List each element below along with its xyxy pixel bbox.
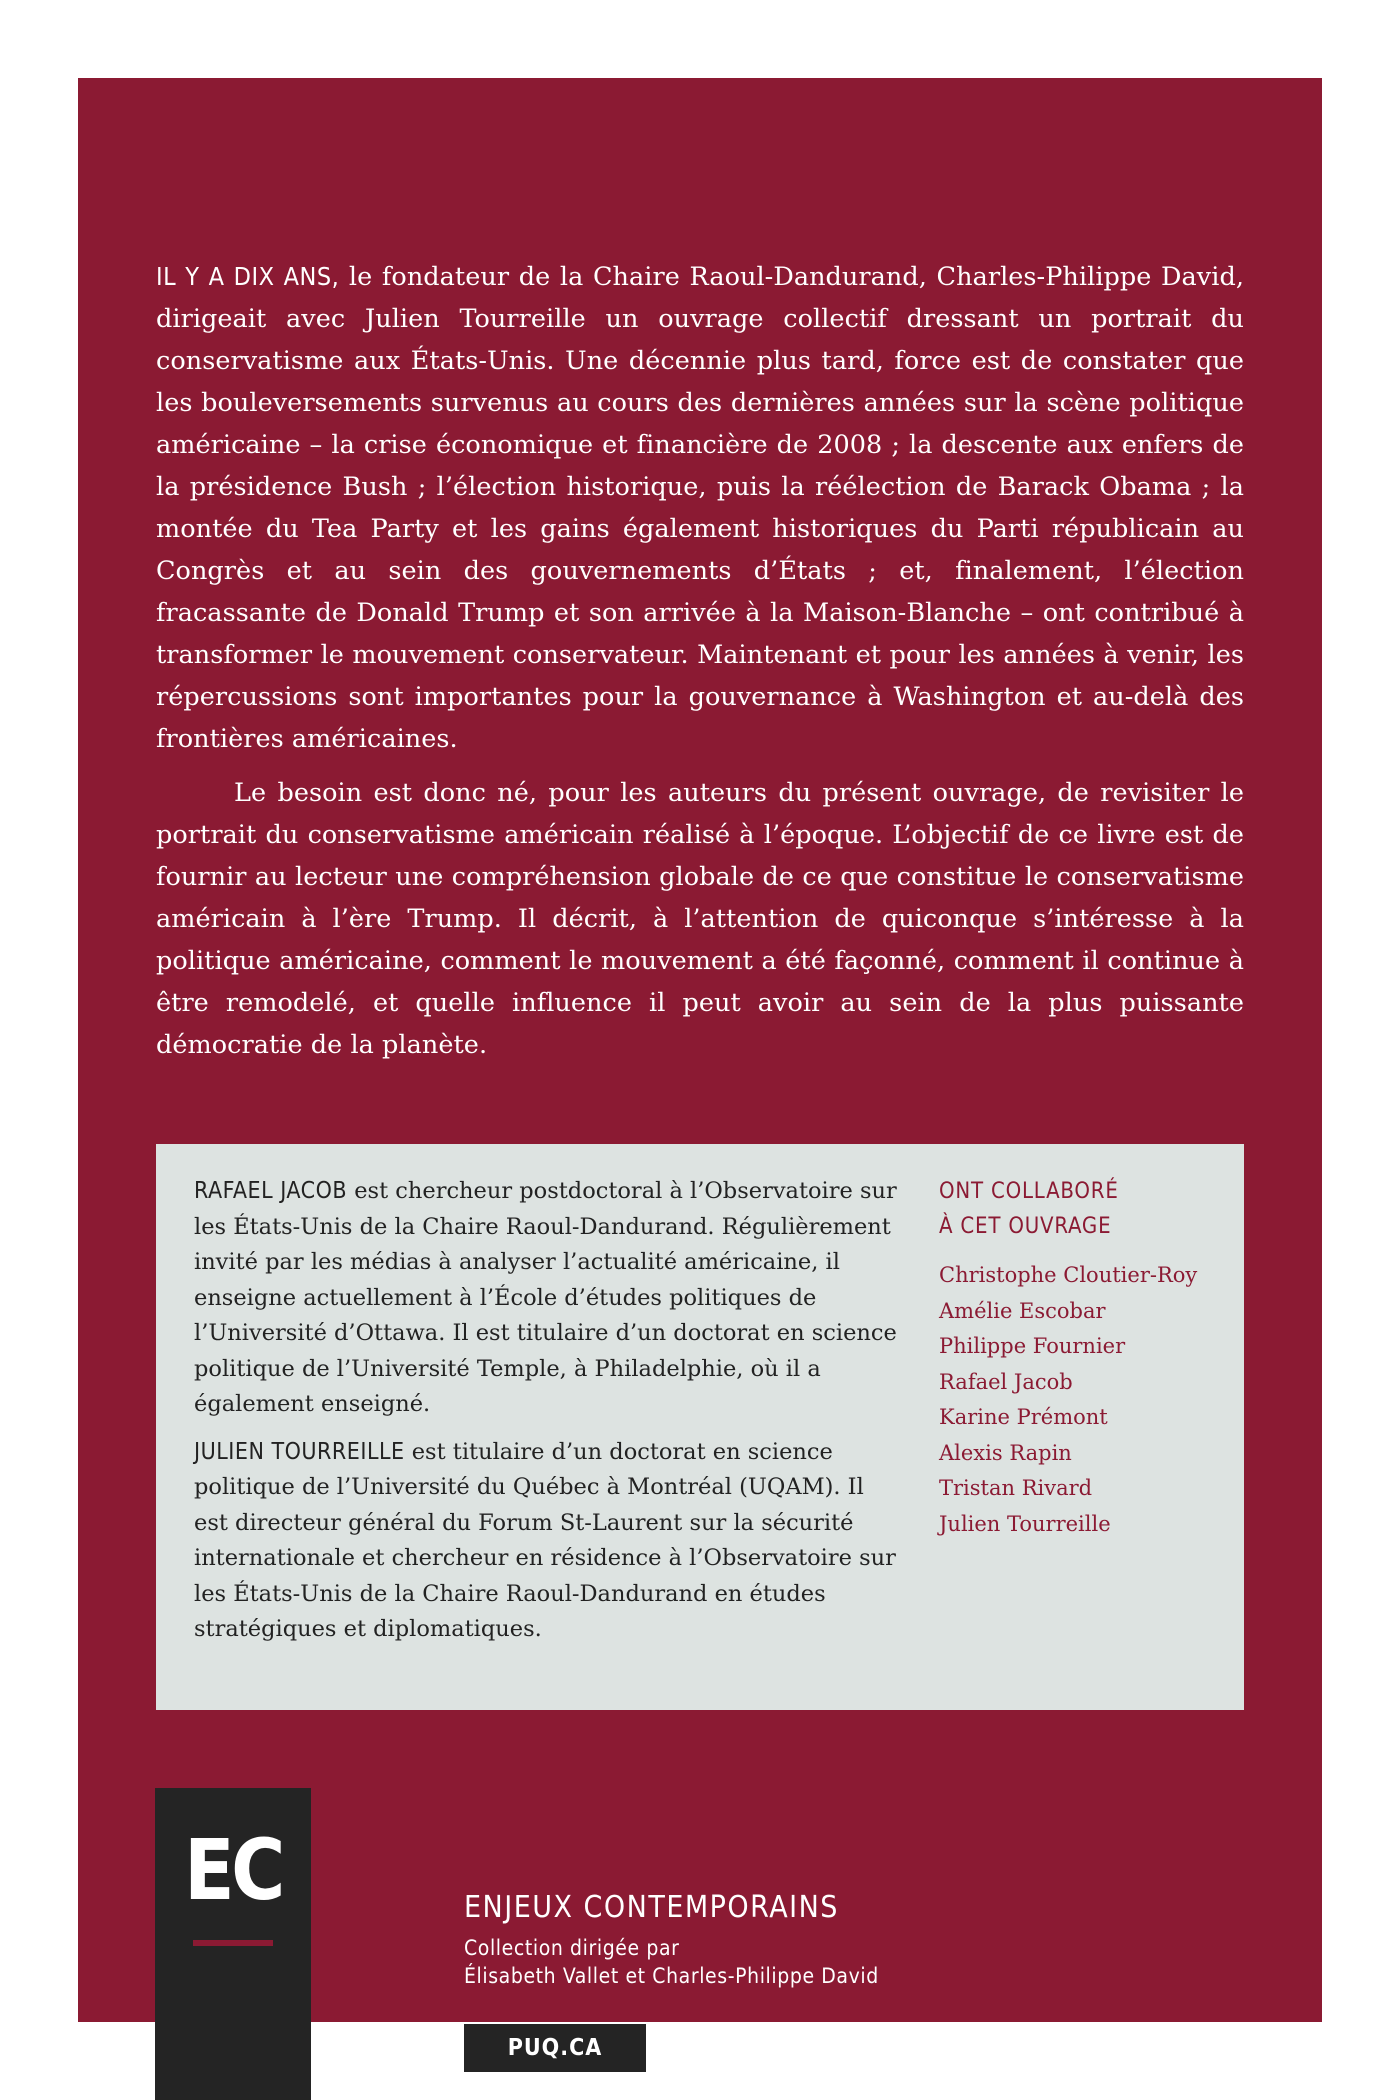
blurb-paragraph-1-text: le fondateur de la Chaire Raoul-Dandurand, Charles-Philippe David, dirigeait avec Julien Tourreille un ouvrage collectif dressant un portrait du conservatisme aux États-Unis. Une décennie plus tard, force est de constater que les bouleversements survenus au cours des dernières années sur la scène politique américaine – la crise économique et financière de 2008 ; la descente aux enfers de la présidence Bush ; l’élection historique, puis la réélection de Barack Obama ; la montée du Tea Party et les gains également historiques du Parti républicain au Congrès et au sein des gouvernements d’États ; et, finalement, l’élection fracassante de Donald Trump et son arrivée à la Maison-Blanche – ont contribué à transformer le mouvement conservateur. Maintenant et pour les années à venir, les répercussions sont importantes pour la gouvernance à Washington et au-delà des frontières américaines.: [156, 262, 1244, 754]
series-editors-line: Élisabeth Vallet et Charles-Philippe David: [464, 1964, 879, 1988]
series-editors: [464, 1934, 879, 1990]
author-bios: [194, 1174, 899, 1660]
collaborator-name: Alexis Rapin: [939, 1440, 1072, 1465]
collaborators-list: [939, 1258, 1219, 1542]
series-title: ENJEUX CONTEMPORAINS: [464, 1890, 839, 1925]
collaborator-name: Tristan Rivard: [939, 1476, 1093, 1500]
back-cover: [78, 78, 1322, 2061]
series-logo-badge: [155, 1788, 311, 2100]
collaborators-section: [939, 1174, 1219, 1542]
collaborator-name: Philippe Fournier: [939, 1334, 1126, 1358]
blurb-paragraph-1: [156, 256, 1244, 760]
series-info: [464, 1888, 879, 1990]
collaborator-name: Christophe Cloutier-Roy: [939, 1263, 1198, 1287]
author-bio-jacob: [194, 1174, 899, 1423]
collaborator-name: Julien Tourreille: [939, 1511, 1111, 1536]
publisher-website-label: PUQ.CA: [464, 2024, 646, 2072]
series-editors-line: Collection dirigée par: [464, 1936, 680, 1960]
collaborators-heading: [939, 1174, 1219, 1244]
author-name: RAFAEL JACOB: [194, 1178, 348, 1204]
blurb-lead-in: IL Y A DIX ANS,: [156, 262, 340, 291]
author-name: JULIEN TOURREILLE: [194, 1438, 405, 1465]
author-bio-tourreille: [194, 1435, 899, 1648]
collaborator-name: Rafael Jacob: [939, 1369, 1073, 1394]
authors-box: [156, 1144, 1244, 1710]
collaborators-heading-line: À CET OUVRAGE: [939, 1214, 1112, 1239]
author-bio-text: est titulaire d’un doctorat en science politique de l’Université du Québec à Montréal (UQAM). Il est directeur général du Forum St-Laurent sur la sécurité internationale et chercheur en résidence à l’Observatoire sur les États-Unis de la Chaire Raoul-Dandurand en études stratégiques et diplomatiques.: [194, 1438, 896, 1642]
blurb-paragraph-2: Le besoin est donc né, pour les auteurs du présent ouvrage, de revisiter le portrait du conservatisme américain réalisé à l’époque. L’objectif de ce livre est de fournir au lecteur une compréhension globale de ce que constitue le conservatisme américain à l’ère Trump. Il décrit, à l’attention de quiconque s’intéresse à la politique américaine, comment le mouvement a été façonné, comment il continue à être remodelé, et quelle influence il peut avoir au sein de la plus puissante démocratie de la planète.: [156, 778, 1244, 1060]
collaborator-name: Karine Prémont: [939, 1405, 1108, 1429]
blurb-text: [156, 256, 1244, 1078]
series-logo-bar: [193, 1940, 273, 1946]
collaborators-heading-line: ONT COLLABORÉ: [939, 1179, 1119, 1204]
author-bio-text: est chercheur postdoctoral à l’Observatoire sur les États-Unis de la Chaire Raoul-Dandurand. Régulièrement invité par les médias à analyser l’actualité américaine, il enseigne actuellement à l’École d’études politiques de l’Université d’Ottawa. Il est titulaire d’un doctorat en science politique de l’Université Temple, à Philadelphie, où il a également enseigné.: [194, 1178, 897, 1417]
collaborator-name: Amélie Escobar: [939, 1298, 1106, 1323]
series-logo-letters: EC: [184, 1821, 282, 1919]
